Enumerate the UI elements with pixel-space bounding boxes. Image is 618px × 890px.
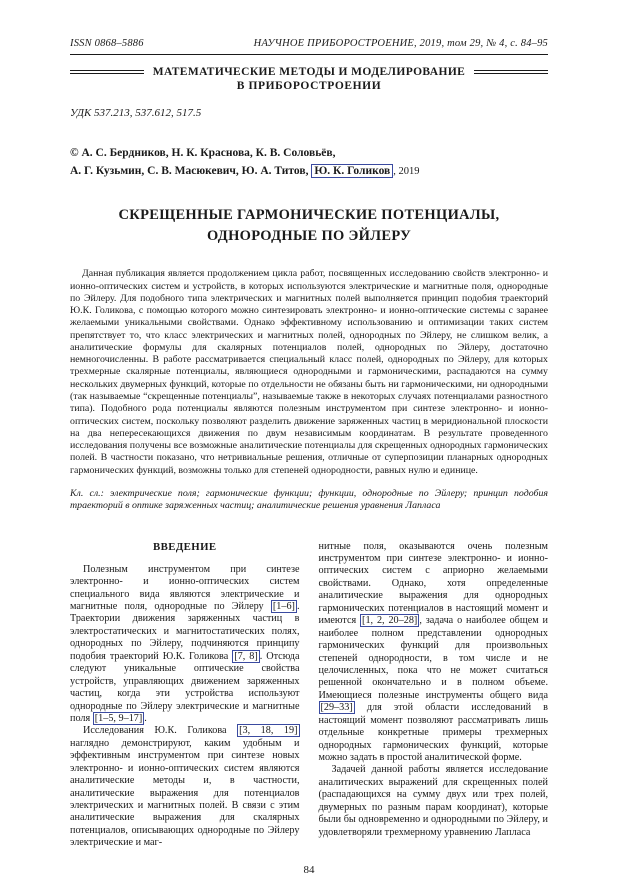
citation-link[interactable]: [29–33] xyxy=(320,702,353,714)
page-number: 84 xyxy=(303,863,315,876)
issn-text: ISSN 0868–5886 xyxy=(70,38,144,49)
page-footer xyxy=(70,850,548,876)
paragraph: нитные поля, оказываются очень полезным инструментом при синтезе электронно- и ионно-оптических систем с априорно желаемыми свойствами. Однако, хотя определенные аналитические выражения для однородных гармонических потенциалов в настоящий момент и имеются [1, 2, 20–28] , задача о наиболее общем и наиболее полном представлении однородных гармонических функций для произвольных степеней однородности, в том числе и не целочисленных, пока что не может считаться решенной окончательно и в полном объеме. Имеющиеся полезные инструменты общего вида [29–33] для этой области исследований в настоящий момент позволяют рассматривать лишь отдельные конкретные примеры трехмерных однородных гармонических функций, которые можно задать в простой аналитической форме. xyxy=(318,540,548,763)
abstract-text: Данная публикация является продолжением цикла работ, посвященных исследованию свойств электронно- и ионно-оптических систем и устройств, в которых используются электрические и магнитные поля, однородные по Эйлеру. Для подобного типа электрических и магнитных полей выполняется принцип подобия траекторий Ю.К. Голикова, с помощью которого можно синтезировать электронно- и ионно-оптические системы с заранее желаемыми уникальными свойствами. Однако эффективному использованию и оптимизации таких систем препятствует то, что класс электрических и магнитных полей, однородных по Эйлеру, не слишком велик, а аналитические формулы для скалярных потенциалов полей, однородных по Эйлеру, достаточно немногочисленны. В работе рассматривается специальный класс полей, однородных по Эйлеру, для которых трехмерные скалярные потенциалы, являющиеся однородными и гармоническими, распадаются на сумму нескольких двумерных функций, которые по отдельности не обязаны быть ни гармоническими, ни однородными (так называемые “скрещенные потенциалы”, называемые также в некоторых случаях потенциалами разностного типа). Подобного рода потенциалы являются полезным инструментом при синтезе электронно- и ионно-оптических систем, поскольку позволяют разделить движение заряженных частиц в меридиональной плоскости на два непересекающихся движения по двум независимым координатам. В результате проведенного исследования получены все возможные аналитические потенциалы для скрещенных однородных гармонических полей. В частности показано, что нетривиальные решения, отличные от суперпозиции планарных однородных гармонических функций, возможны только для степеней однородности, равных нулю и единице. xyxy=(70,268,548,476)
authors-line-2-names: А. Г. Кузьмин, С. В. Масюкевич, Ю. А. Титов, xyxy=(70,165,312,178)
rubric-rule-left xyxy=(70,70,144,74)
citation-link[interactable]: [3, 18, 19] xyxy=(239,725,298,737)
running-head xyxy=(70,38,548,49)
keywords-label: Кл. сл.: xyxy=(70,488,104,499)
rubric-line-1: МАТЕМАТИЧЕСКИЕ МЕТОДЫ И МОДЕЛИРОВАНИЕ xyxy=(152,66,466,78)
header-rule xyxy=(70,54,548,55)
keywords-line xyxy=(70,488,548,513)
paper-title-line-2: ОДНОРОДНЫЕ ПО ЭЙЛЕРУ xyxy=(206,228,412,245)
introduction-columns xyxy=(70,541,548,850)
paper-title xyxy=(70,205,548,247)
paragraph: Исследования Ю.К. Голикова [3, 18, 19] наглядно демонстрируют, каким удобным и эффективным инструментом при синтезе новых электронно- и ионно-оптических систем являются аналитические методы и, в частности, аналитические выражения для потенциалов электрических и магнитных полей. В связи с этим аналитические выражения для скалярных потенциалов, описывающих однородные по Эйлеру электрические и маг- xyxy=(70,725,300,849)
keywords-text: электрические поля; гармонические функции; функции, однородные по Эйлеру; принцип подобия траекторий в оптике заряженных частиц; аналитические решения уравнения Лапласа xyxy=(70,488,548,512)
authors-line-2 xyxy=(70,162,548,181)
authors-block xyxy=(70,144,548,181)
udc-line: УДК 537.213, 537.612, 517.5 xyxy=(70,107,202,119)
rubric-rule-right xyxy=(474,70,548,74)
rubric-line-2: В ПРИБОРОСТРОЕНИИ xyxy=(236,80,382,92)
citation-link[interactable]: [1–5, 9–17] xyxy=(94,712,143,724)
journal-reference-text: НАУЧНОЕ ПРИБОРОСТРОЕНИЕ, 2019, том 29, № 4, c. 84–95 xyxy=(253,38,548,49)
left-column xyxy=(70,541,300,850)
citation-link[interactable]: [7, 8] xyxy=(234,650,258,662)
author-name-boxed-link[interactable]: Ю. К. Голиков xyxy=(311,164,393,178)
authors-year: , 2019 xyxy=(393,166,420,178)
citation-link[interactable]: [1–6] xyxy=(272,601,295,613)
paragraph: Полезным инструментом при синтезе электронно- и ионно-оптических систем специального вида являются электрические и магнитные поля, однородные по Эйлеру [1–6] . Траектории движения заряженных частиц в электростатических и магнитостатических полях, однородных по Эйлеру, подчиняются принципу подобия траекторий Ю.К. Голикова [7, 8] . Отсюда следуют уникальные оптические свойства устройств, управляющих движением заряженных частиц, когда эти устройства используют однородные по Эйлеру электрические и магнитные поля [1–5, 9–17] . xyxy=(70,563,300,724)
paper-title-line-1: СКРЕЩЕННЫЕ ГАРМОНИЧЕСКИЕ ПОТЕНЦИАЛЫ, xyxy=(118,207,500,224)
rubric-row xyxy=(70,66,548,78)
right-column xyxy=(319,541,549,850)
paragraph: Задачей данной работы является исследование аналитических выражений для скрещенных полей (распадающихся на сумму двух или трех полей, двумерных по разным парам координат), которые были бы одновременно и однородными по Эйлеру, и удовлетворяли трехмерному уравнению Лапласа xyxy=(318,764,548,838)
rubric-banner xyxy=(70,66,548,92)
authors-line-1: © А. С. Бердников, Н. К. Краснова, К. В. Соловьёв, xyxy=(70,147,336,159)
citation-link[interactable]: [1, 2, 20–28] xyxy=(362,615,418,627)
section-heading-introduction: ВВЕДЕНИЕ xyxy=(153,540,217,553)
